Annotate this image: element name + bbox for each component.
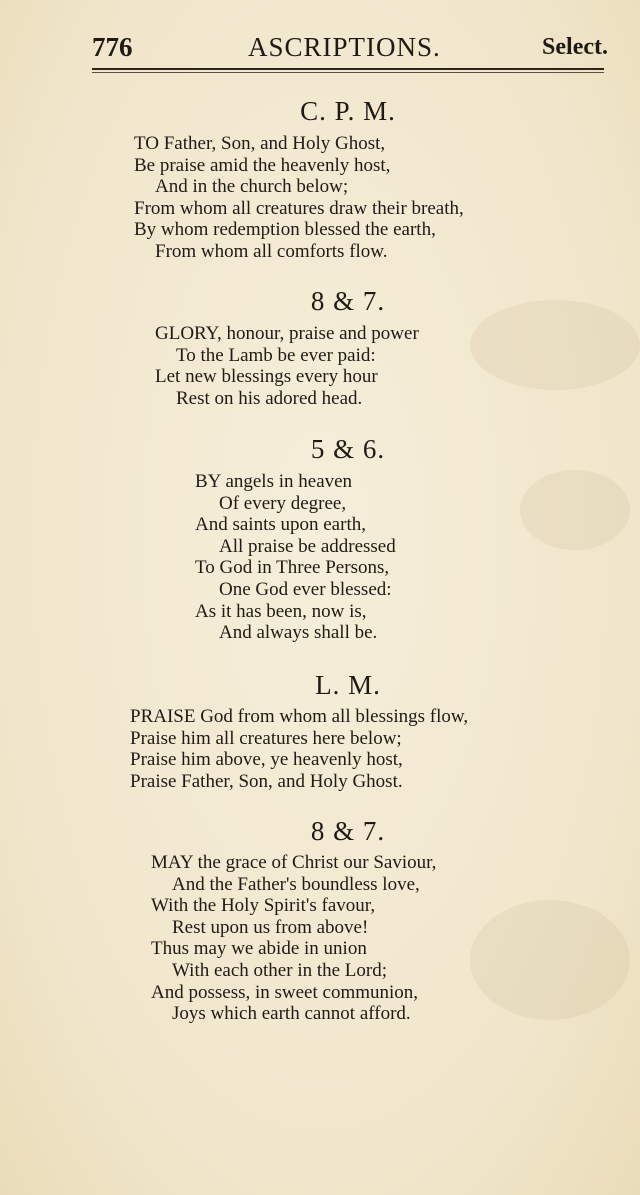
- meter-heading: 8 & 7.: [310, 286, 386, 316]
- verse-line: From whom all creatures draw their breath,: [134, 197, 464, 219]
- running-head: [92, 28, 608, 68]
- verse-line: And saints upon earth,: [195, 514, 366, 536]
- meter-heading: C. P. M.: [300, 96, 396, 126]
- verse-line: From whom all comforts flow.: [155, 240, 388, 262]
- header-rule-thin: [92, 72, 604, 73]
- verse-line: Let new blessings every hour: [155, 366, 378, 388]
- verse-line: All praise be addressed: [219, 535, 396, 557]
- verse-line: Be praise amid the heavenly host,: [134, 154, 391, 176]
- verse-line: And possess, in sweet communion,: [151, 981, 419, 1003]
- verse-line: And in the church below;: [155, 176, 349, 198]
- verse-line: And always shall be.: [219, 622, 378, 644]
- page-number: 776: [92, 32, 133, 62]
- stanza: [134, 133, 464, 263]
- stanza: [130, 706, 468, 792]
- verse-line: And the Father's boundless love,: [172, 873, 420, 895]
- verse-line: Praise him above, ye heavenly host,: [130, 749, 403, 771]
- stanza: [151, 852, 436, 1025]
- verse-line: TO Father, Son, and Holy Ghost,: [134, 133, 386, 154]
- verse-line: MAY the grace of Christ our Saviour,: [151, 852, 437, 873]
- verse-line: GLORY, honour, praise and power: [155, 323, 419, 344]
- verse-line: Joys which earth cannot afford.: [172, 1003, 411, 1025]
- stanza: [195, 471, 396, 644]
- meter-heading: 5 & 6.: [310, 434, 386, 464]
- verse-line: With the Holy Spirit's favour,: [151, 895, 376, 917]
- verse-line: As it has been, now is,: [195, 600, 367, 622]
- verse-line: Praise Father, Son, and Holy Ghost.: [130, 770, 403, 792]
- verse-line: Rest on his adored head.: [176, 387, 363, 409]
- verse-line: With each other in the Lord;: [172, 959, 388, 981]
- verse-line: By whom redemption blessed the earth,: [134, 219, 436, 241]
- header-rule: [92, 68, 604, 70]
- verse-line: Thus may we abide in union: [151, 938, 367, 960]
- meter-heading: 8 & 7.: [310, 816, 386, 846]
- paper-stain: [470, 900, 630, 1020]
- running-title: ASCRIPTIONS.: [248, 32, 441, 62]
- stanza: [155, 323, 419, 409]
- meter-heading: L. M.: [315, 670, 381, 700]
- verse-line: One God ever blessed:: [219, 578, 392, 600]
- verse-line: PRAISE God from whom all blessings flow,: [130, 706, 469, 727]
- verse-line: Praise him all creatures here below;: [130, 727, 402, 749]
- running-section: Select.: [542, 34, 608, 60]
- verse-line: Of every degree,: [219, 492, 347, 514]
- verse-line: Rest upon us from above!: [172, 916, 369, 938]
- verse-line: BY angels in heaven: [195, 471, 353, 492]
- verse-line: To the Lamb be ever paid:: [176, 344, 376, 366]
- paper-stain: [520, 470, 630, 550]
- verse-line: To God in Three Persons,: [195, 557, 390, 579]
